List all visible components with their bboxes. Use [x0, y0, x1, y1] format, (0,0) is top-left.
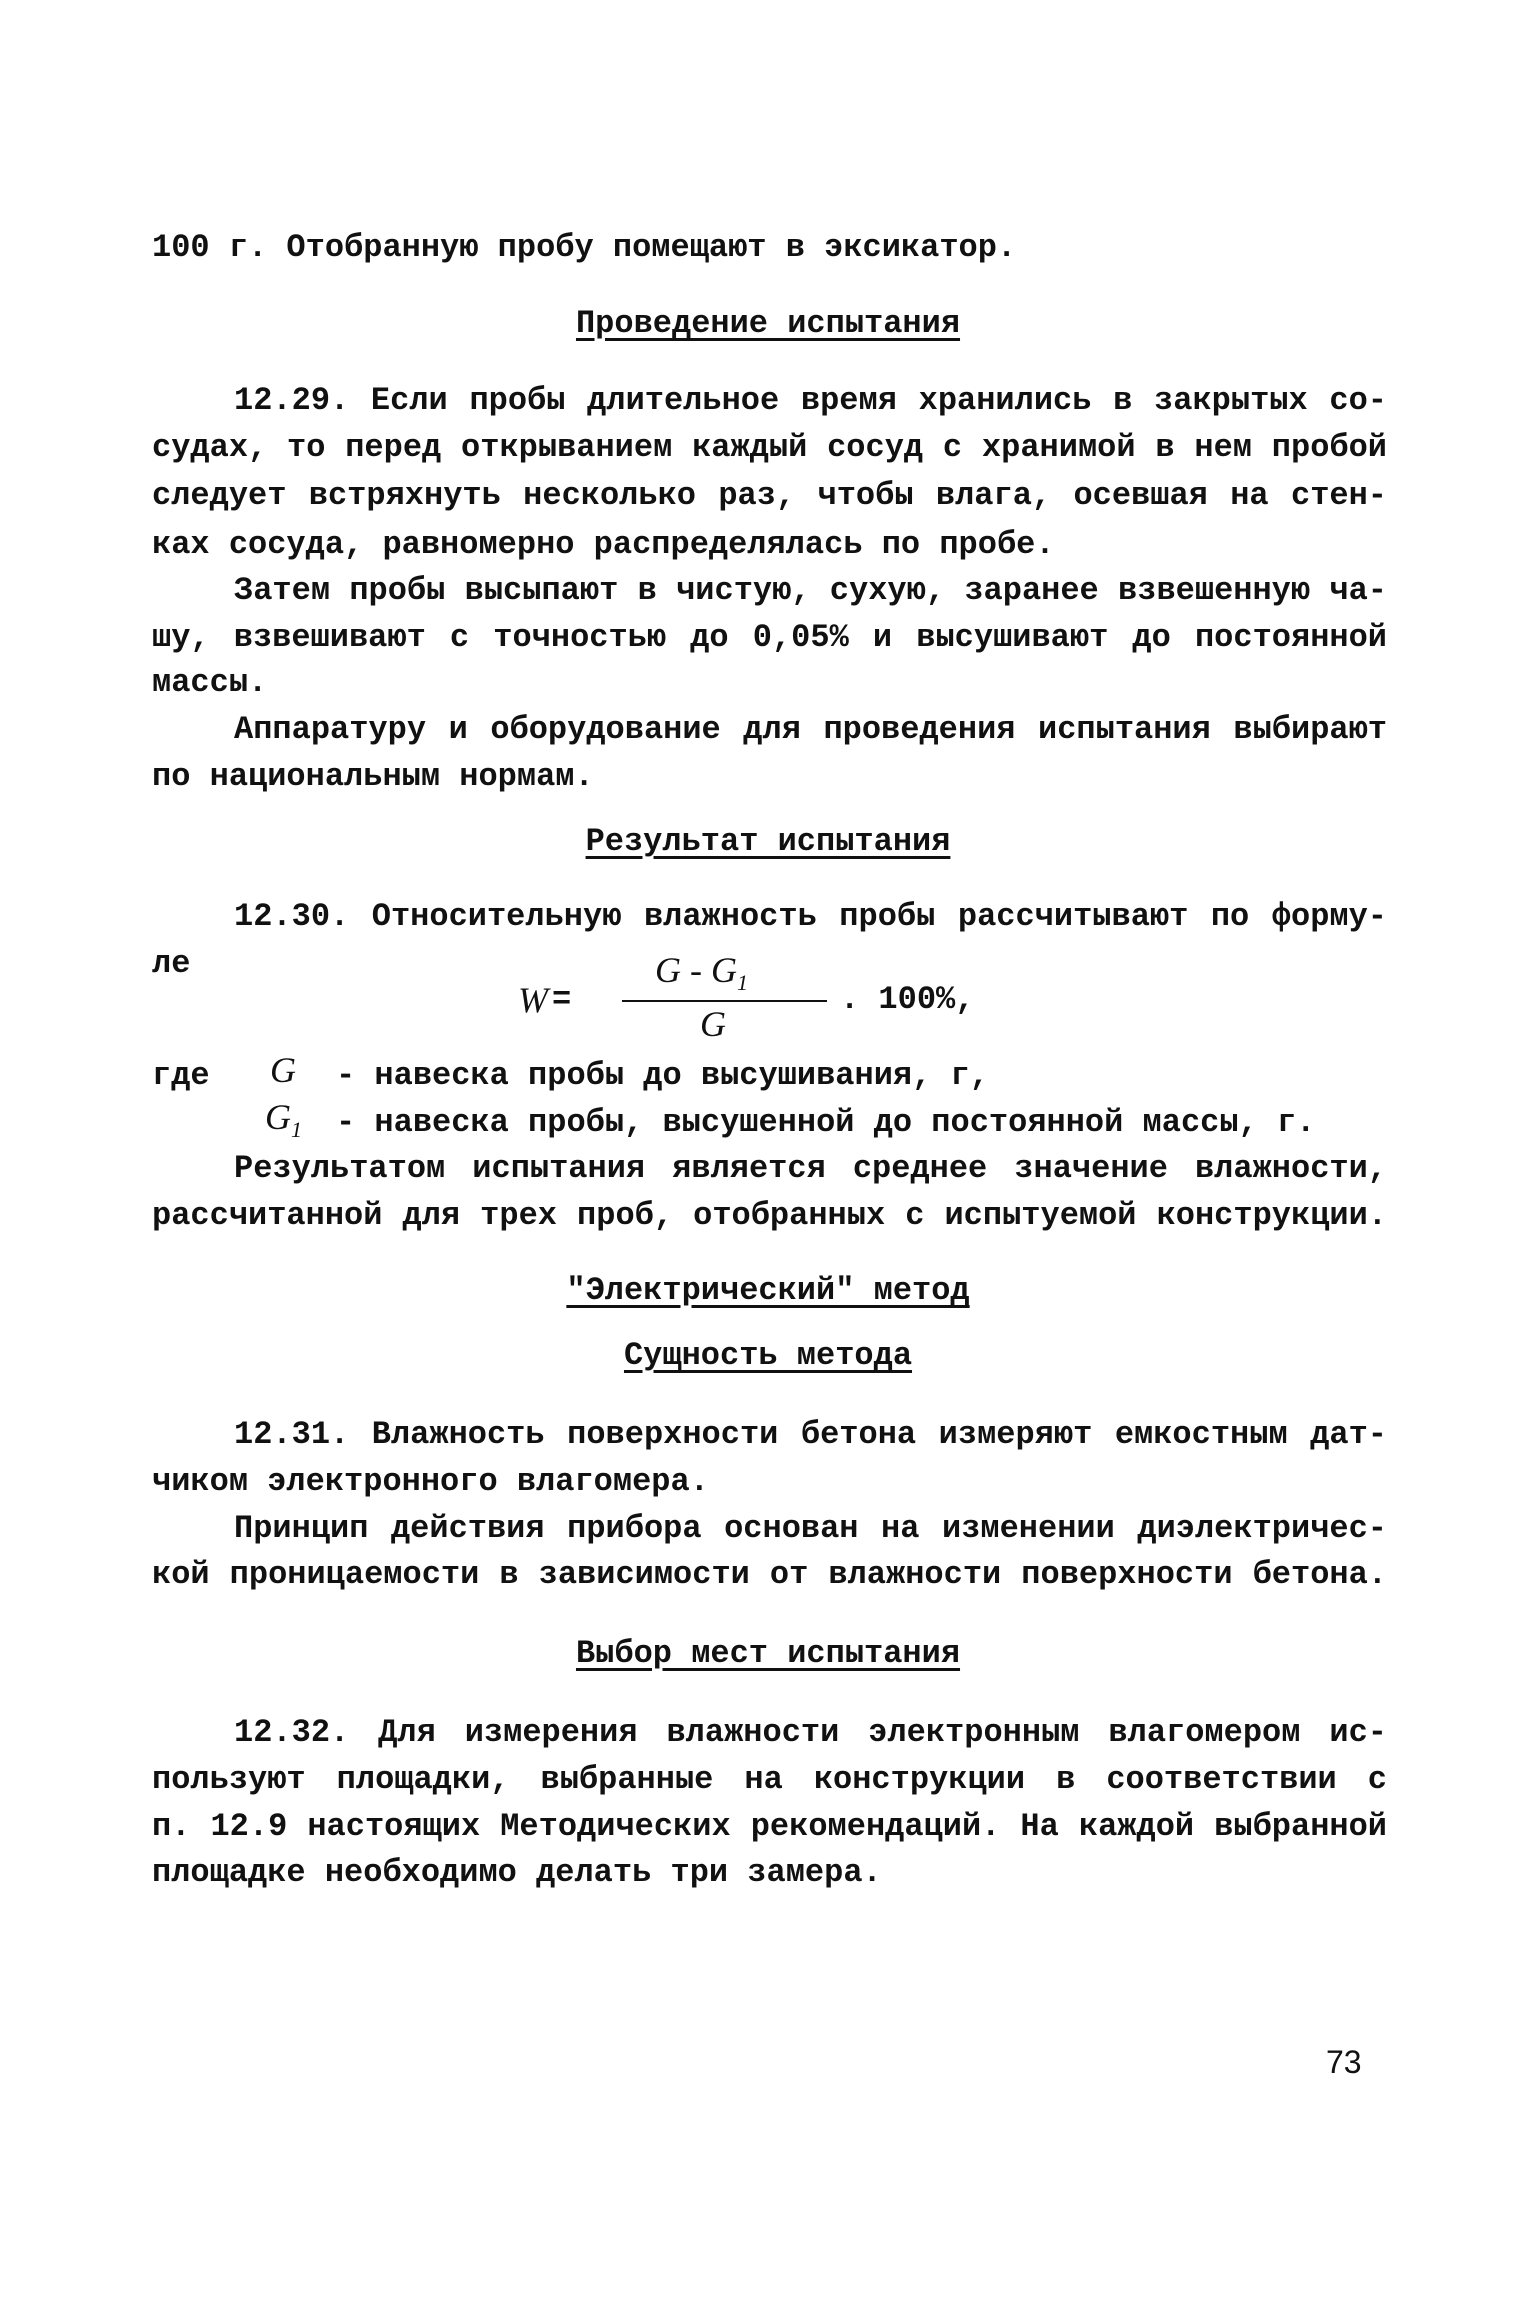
text-line: кой проницаемости в зависимости от влажности поверхности бетона.: [152, 1556, 1387, 1593]
fraction-bar: [622, 1000, 827, 1002]
section-heading: [0, 1271, 1536, 1311]
text-line: площадке необходимо делать три замера.: [152, 1854, 882, 1891]
section-heading: [0, 304, 1536, 344]
text-line: следует встряхнуть несколько раз, чтобы влага, осевшая на стен-: [152, 477, 1387, 514]
heading-text: "Электрический" метод: [566, 1272, 970, 1309]
var-g1-sub: 1: [291, 1117, 302, 1143]
text-line: п. 12.9 настоящих Методических рекомендаций. На каждой выбранной: [152, 1808, 1387, 1845]
formula-denominator: G: [700, 1004, 726, 1044]
text-line: ле: [152, 945, 191, 982]
page-number: 73: [1326, 2044, 1362, 2080]
var-g: G: [270, 1050, 296, 1090]
text-line: судах, то перед открыванием каждый сосуд с хранимой в нем пробой: [152, 429, 1387, 466]
formula-equals: =: [552, 981, 572, 1018]
text-line: 12.29. Если пробы длительное время хранились в закрытых со-: [234, 382, 1387, 419]
where-word: где: [152, 1057, 210, 1094]
formula-lhs: W: [518, 980, 548, 1020]
text-line: Аппаратуру и оборудование для проведения испытания выбирают: [234, 711, 1387, 748]
var-g1: [265, 1097, 302, 1143]
text-line: Принцип действия прибора основан на изменении диэлектричес-: [234, 1510, 1387, 1547]
text-line: рассчитанной для трех проб, отобранных с испытуемой конструкции.: [152, 1197, 1387, 1234]
text-line: 12.31. Влажность поверхности бетона измеряют емкостным дат-: [234, 1416, 1387, 1453]
heading-text: Проведение испытания: [575, 305, 961, 342]
text-line: массы.: [152, 664, 268, 701]
text-line: шу, взвешивают с точностью до 0,05% и высушивают до постоянной: [152, 619, 1387, 656]
formula-numerator: [655, 950, 748, 996]
text-line: 12.30. Относительную влажность пробы рассчитывают по форму-: [234, 898, 1387, 935]
var-g-desc: - навеска пробы до высушивания, г,: [336, 1057, 989, 1094]
section-heading: [0, 1336, 1536, 1376]
text-line: 12.32. Для измерения влажности электронным влагомером ис-: [234, 1714, 1387, 1751]
text-line: по национальным нормам.: [152, 758, 594, 795]
text-line: Результатом испытания является среднее значение влажности,: [234, 1150, 1387, 1187]
text-line: ках сосуда, равномерно распределялась по пробе.: [152, 526, 1055, 563]
section-heading: [0, 822, 1536, 862]
numerator-sub: 1: [736, 970, 748, 996]
var-g1-letter: G: [265, 1097, 291, 1137]
text-line: пользуют площадки, выбранные на конструкции в соответствии с: [152, 1761, 1387, 1798]
heading-text: Выбор мест испытания: [575, 1635, 961, 1672]
heading-text: Результат испытания: [585, 823, 951, 860]
text-line: 100 г. Отобранную пробу помещают в эксикатор.: [152, 229, 1017, 266]
text-line: Затем пробы высыпают в чистую, сухую, заранее взвешенную ча-: [234, 572, 1387, 609]
section-heading: [0, 1634, 1536, 1674]
heading-text: Сущность метода: [623, 1337, 913, 1374]
var-g1-desc: - навеска пробы, высушенной до постоянной массы, г.: [336, 1104, 1316, 1141]
formula-tail: . 100%,: [840, 981, 975, 1018]
numerator-text: G - G: [655, 950, 737, 990]
text-line: чиком электронного влагомера.: [152, 1463, 709, 1500]
